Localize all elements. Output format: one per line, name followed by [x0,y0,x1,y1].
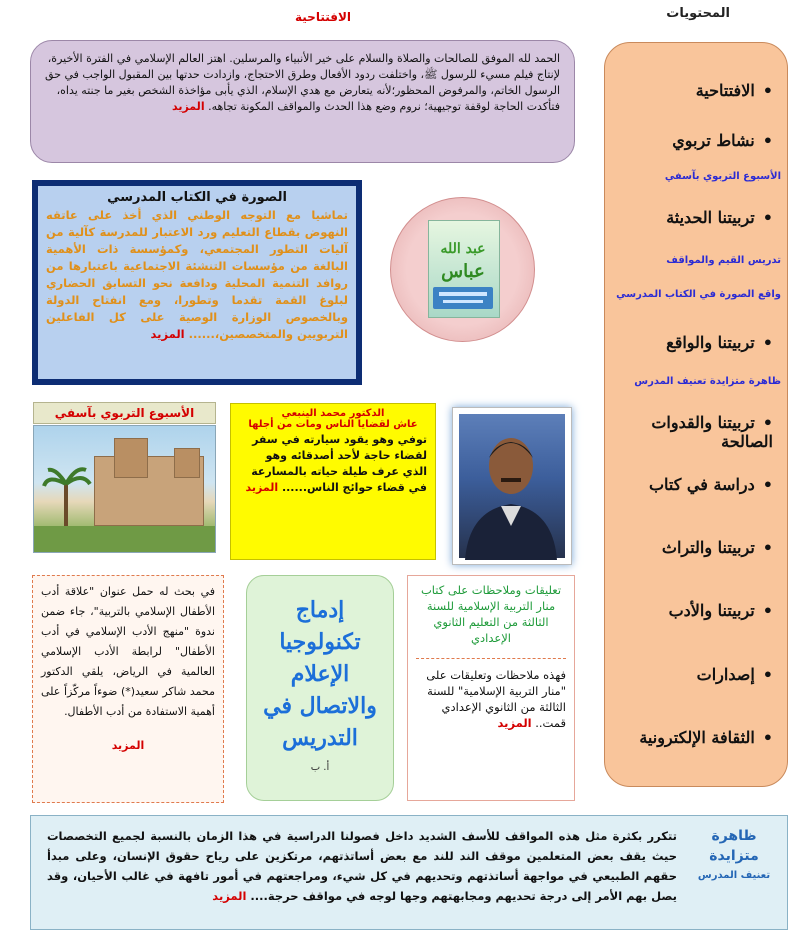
teacher-violence-more-link[interactable]: المزيد [212,889,247,903]
editorial-text: الحمد لله الموفق للصالحات والصلاة والسلام على خير الأنبياء والمرسلين. اهتز العالم الإسلامي في الفترة الأخيرة، لإنتاج فيلم مسيء للرسول ﷺ، واختلفت ردود الأفعال وطرق الاحتجاج، وازدادت حدتها بين المقبول الواجب في حق الرسول الخاتم، والمرفوض المحظور؛لأنه يتعارض مع هدي الإسلام، الذي يأبى مؤاخذة الشخص بغير ما جنته يداه، فتأكدت الحاجة لوقفة توجيهية؛ نروم وضع هذا الحدث والمواقف المكونة تجاهه. [45,52,560,113]
book-comments-divider [416,658,566,659]
teacher-violence-subtitle: تعنيف المدرس [697,870,771,881]
ict-integration-footer: أ. ب [310,762,330,773]
sub-item-educational-week[interactable]: الأسبوع التربوي بآسفي [664,171,781,182]
kids-literature-more-link[interactable]: المزيد [111,739,145,752]
toc-item-editorial[interactable]: • الافتتاحية [608,81,773,100]
sub-item-teacher-violence[interactable]: ظاهرة متزايدة تعنيف المدرس [634,376,781,387]
contents-sidebar [604,42,788,787]
intro-header[interactable]: الافتتاحية [295,10,352,24]
logo-image[interactable] [428,220,500,318]
toc-item-e-culture[interactable]: • الثقافة الإلكترونية [608,728,773,747]
logo-circle [390,197,535,342]
toc-item-modern-education[interactable]: • تربيتنا الحديثة [608,208,773,227]
teacher-violence-text: تتكرر بكثرة مثل هذه المواقف للأسف الشديد داخل فصولنا الدراسية في هذا الزمان بالنسبة لجميع التخصصات حيث يقف بعض المتعلمين موقف الند للند مع بعض أساتذتهم، مرتكزين على رياح حقوق الإنسان، وعلى مبدأ حقهم الطبيعي في مواجهة أساتذتهم وتحديهم في كل شيء، ومراجعتهم في أمور تافهة في غالب الأحيان، وقد يصل بهم الأمر إلى درجة تحديهم ومجابهتهم وجها لوجه في مواقف حرجة.... [47,829,677,903]
educational-week-title[interactable]: الأسبوع التربوي بآسفي [33,402,216,424]
doctor-subtitle: عاش لقضايا الناس ومات من أجلها [248,419,418,430]
teacher-violence-article [30,815,788,930]
doctor-text: توفي وهو يقود سيارته في سفر لقضاء حاجة لأحد أصدقائه وهو الذي عرف طيلة حياته بالمسارعة في قضاء حوائج الناس...... [251,433,427,494]
svg-text:عباس: عباس [441,261,485,282]
toc-item-publications[interactable]: • إصدارات [608,665,773,684]
book-comments-more-link[interactable]: المزيد [497,716,532,730]
book-comments-title: تعليقات وملاحظات على كتاب منار التربية الإسلامية للسنة الثالثة من التعليم الثانوي الإعدادي [420,583,562,645]
doctor-photo[interactable] [452,407,572,565]
school-image-text: تماشيا مع التوجه الوطني الذي أخذ على عاتقه النهوض بقطاع التعليم ورد الاعتبار للمدرسة كآلية من آليات التطور المجتمعي، وكمؤسسة ذات الأهمية البالغة من مؤسسات التنشئة الاجتماعية باعتبارها من روافد التنمية المحلية ودافعة نحو التسابق الحضاري لبلوغ القمة تقدما وتطورا، ومع انفتاح الدولة وبالخصوص الوزارة الوصية على كل الفاعلين التربويين والمتخصصين،...... [46,208,348,341]
doctor-more-link[interactable]: المزيد [245,481,279,494]
book-comments-article [407,575,575,801]
book-comments-text: فهذه ملاحظات وتعليقات على "منار التربية الإسلامية" للسنة الثالثة من الثانوي الإعدادي قمت.. [426,668,566,730]
toc-header: المحتويات [666,6,730,21]
kids-literature-text: في بحث له حمل عنوان "علاقة أدب الأطفال الإسلامي بالتربية"، جاء ضمن ندوة "منهج الأدب الإسلامي في أدب الأطفال" لرابطة الأدب الإسلامي العالمية في الرياض، يلقي الدكتور محمد شاكر سعيد(*) ضوءاً مركّزاً على أهمية الاستفادة من أدب الأطفال. [41,585,215,718]
school-image-title: الصورة في الكتاب المدرسي [107,190,287,205]
toc-item-heritage[interactable]: • تربيتنا والتراث [608,538,773,557]
doctor-article [230,403,436,560]
toc-item-educational-activity[interactable]: • نشاط تربوي [608,131,773,150]
editorial-box [30,40,575,163]
educational-week-image[interactable] [33,425,216,553]
teacher-violence-title[interactable]: ظاهرة متزايدة [709,828,759,864]
doctor-name: الدكتور محمد الينبعي [281,408,385,419]
school-image-more-link[interactable]: المزيد [150,327,185,341]
school-image-article [32,180,362,385]
toc-item-book-study[interactable]: • دراسة في كتاب [608,475,773,494]
sub-item-school-image[interactable]: واقع الصورة في الكتاب المدرسي [616,289,781,300]
ict-integration-box[interactable] [246,575,394,801]
toc-item-role-models[interactable]: • تربيتنا والقدوات الصالحة [608,413,773,451]
kids-literature-article [32,575,224,803]
toc-item-literature[interactable]: • تربيتنا والأدب [608,601,773,620]
sub-item-teaching-values[interactable]: تدريس القيم والمواقف [666,255,781,266]
svg-text:عبد الله: عبد الله [440,241,486,257]
editorial-more-link[interactable]: المزيد [171,100,205,113]
ict-integration-title[interactable]: إدماج تكنولوجيا الإعلام والاتصال في التدريس [263,597,377,751]
toc-item-education-reality[interactable]: • تربيتنا والواقع [608,333,773,352]
